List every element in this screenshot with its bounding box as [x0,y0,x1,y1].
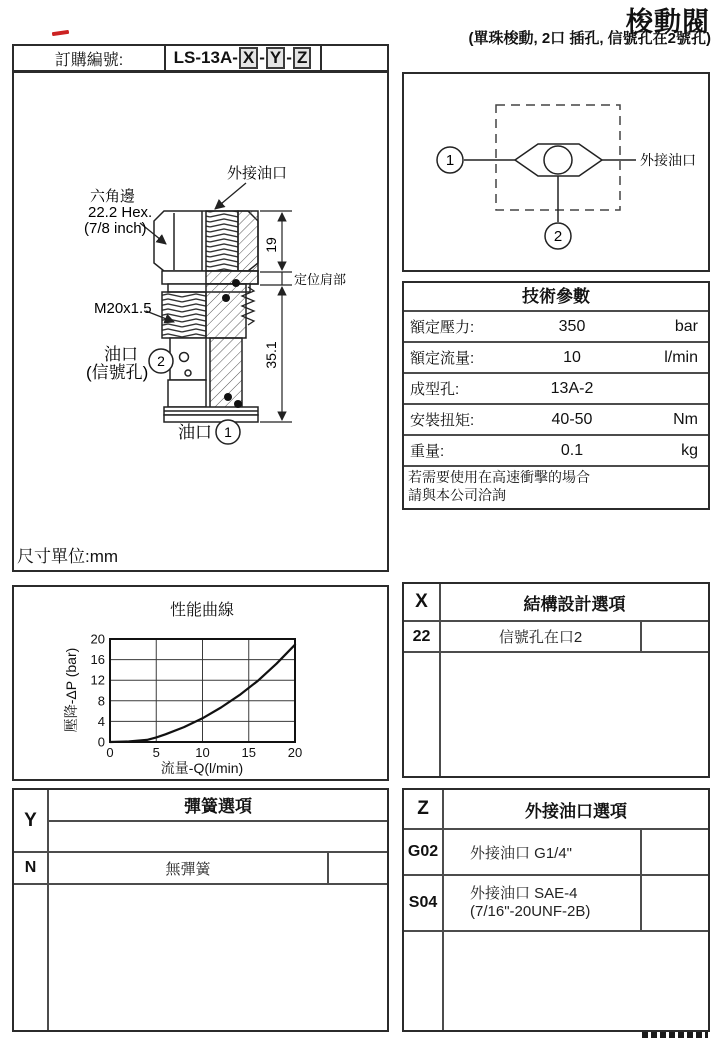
port1-label: 油口 [178,423,212,442]
empty-code-cell [14,885,49,1030]
param-unit: bar [674,317,698,335]
z-table-code: Z [404,790,444,828]
empty-cell [441,653,708,776]
table-row [404,343,708,374]
symbol-port1: 1 [445,152,455,169]
port2-label-2: (信號孔) [86,363,149,382]
option-desc: 信號孔在口2 [498,629,583,646]
option-desc-line1: 外接油口 SAE-4 [470,885,578,902]
option-code: S04 [404,876,444,930]
y-table-code: Y [14,790,49,851]
empty-code-cell [404,653,441,776]
order-number-label: 訂購編號: [14,46,166,70]
order-code-y: Y [266,47,285,69]
order-code-sep1: - [259,48,265,67]
port2-number: 2 [157,353,165,369]
param-unit: l/min [664,348,698,366]
empty-cell [49,885,387,1030]
z-options-table [402,788,710,1032]
valve-drawing-panel [12,71,389,572]
z-table-header [404,790,708,830]
svg-text:16: 16 [90,652,105,668]
unit-note: 尺寸單位:mm [17,547,119,566]
param-label: 額定流量: [410,350,475,367]
hex-label-3: (7/8 inch) [84,220,147,237]
x-table-title: 結構設計選項 [523,594,626,614]
symbol-port2: 2 [553,228,563,245]
svg-text:5: 5 [152,745,160,760]
tech-note-line1: 若需要使用在高速衝擊的場合 [408,469,590,485]
y-options-table [12,788,389,1032]
option-extra-cell [640,622,708,651]
dim-351: 35.1 [263,341,279,369]
port2-label-1: 油口 [104,345,138,364]
param-unit: Nm [673,410,698,428]
order-code-prefix: LS-13A- [173,48,238,67]
dim-19: 19 [263,237,279,253]
option-extra-cell [640,830,708,874]
param-value: 0.1 [560,441,584,459]
svg-text:8: 8 [97,693,105,709]
symbol-port1-badge [437,147,463,173]
hydraulic-symbol [404,74,708,270]
param-value: 10 [563,348,581,366]
empty-cell [444,932,708,1030]
port1-number: 1 [224,424,232,440]
x-table-code: X [404,584,441,620]
option-code: 22 [404,622,441,651]
port2-number-badge [149,349,173,373]
option-extra-cell [327,853,387,883]
param-value: 350 [558,317,586,335]
param-value: 40-50 [551,410,593,428]
svg-text:12: 12 [90,672,105,688]
param-label: 額定壓力: [410,319,475,336]
option-desc: 無彈簧 [165,860,211,878]
symbol-port2-badge [545,223,571,249]
empty-code-cell [404,932,444,1030]
empty-row [14,885,387,1030]
tech-note [404,467,708,508]
tech-note-line2: 請與本公司洽詢 [408,486,506,503]
y-table-header [14,790,387,853]
empty-row [404,653,708,776]
table-row [404,876,708,932]
x-table-header [404,584,708,622]
tech-params-table [402,281,710,510]
order-number-code [166,46,322,70]
chart-title: 性能曲線 [169,602,235,619]
option-code: G02 [404,830,444,874]
port1-number-badge [216,420,240,444]
order-code-sep2: - [286,48,292,67]
svg-text:20: 20 [90,631,105,647]
order-empty-cell [322,46,387,70]
svg-text:15: 15 [241,745,256,760]
table-row [404,312,708,343]
svg-text:0: 0 [106,745,114,760]
option-desc [444,876,640,930]
param-value: 13A-2 [550,379,594,397]
svg-text:4: 4 [97,713,105,729]
param-label: 重量: [410,443,445,460]
svg-text:0: 0 [97,734,105,750]
symbol-panel [402,72,710,272]
valve-section-drawing [14,73,387,570]
y-header-empty [49,822,387,852]
x-axis-label: 流量-Q(l/min) [160,760,244,776]
external-port-label: 外接油口 [227,165,288,182]
x-options-table [402,582,710,778]
hex-label-1: 六角邊 [90,188,136,205]
table-row [404,405,708,436]
option-extra-cell [640,876,708,930]
table-row [14,853,387,885]
performance-chart [14,587,387,779]
option-code: N [14,853,49,883]
order-code-x: X [239,47,258,69]
red-pen-mark [52,30,69,36]
svg-text:10: 10 [195,745,210,760]
shuttle-symbol [464,144,636,222]
tech-params-title: 技術參數 [404,283,708,312]
page-subtitle: (單珠梭動, 2口 插孔, 信號孔在2號孔) [468,30,711,47]
param-unit: kg [681,441,698,459]
order-number-box [12,44,389,72]
option-desc-line2: (7/16"-20UNF-2B) [470,903,591,920]
svg-text:20: 20 [287,745,303,760]
order-code-z: Z [293,47,311,69]
y-header-right [49,790,387,851]
param-label: 成型孔: [410,381,460,398]
cut-off-footer-text [642,1032,708,1038]
option-desc: 外接油口 G1/4" [470,844,573,862]
table-row [404,622,708,653]
table-row [404,830,708,876]
z-table-title: 外接油口選項 [525,801,627,821]
table-row [404,436,708,467]
empty-row [404,932,708,1030]
table-row [404,374,708,405]
symbol-external-port-label: 外接油口 [640,152,696,168]
page-title: 梭動閥 [626,7,710,37]
param-label: 安裝扭矩: [410,412,475,429]
chart-gridlines [110,639,295,742]
thread-label: M20x1.5 [94,300,152,317]
shoulder-label: 定位肩部 [294,272,347,287]
performance-chart-panel [12,585,389,781]
hex-label-2: 22.2 Hex. [88,204,153,221]
y-table-title: 彈簧選項 [49,790,387,822]
y-axis-label: 壓降-ΔP (bar) [63,647,79,733]
